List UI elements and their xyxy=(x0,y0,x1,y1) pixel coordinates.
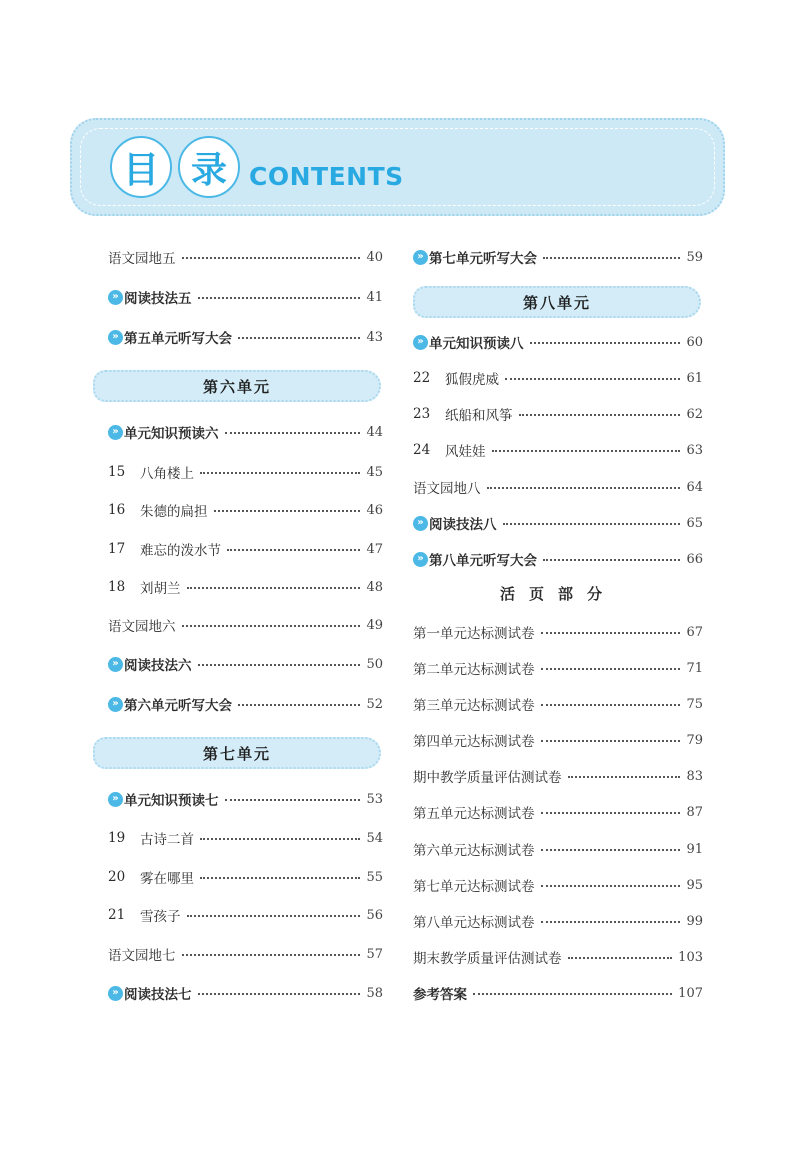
page-number: 50 xyxy=(366,656,383,672)
toc-entry[interactable] xyxy=(108,981,383,1005)
lesson-number: 19 xyxy=(108,830,126,846)
dot-leader xyxy=(225,432,361,434)
dot-leader xyxy=(541,849,681,851)
entry-title: 狐假虎威 xyxy=(445,372,499,388)
page-number: 67 xyxy=(686,624,703,640)
page-number: 99 xyxy=(686,913,703,929)
entry-title: 单元知识预读八 xyxy=(429,336,524,352)
dot-leader xyxy=(541,740,681,742)
toc-entry[interactable] xyxy=(413,728,703,752)
page-number: 83 xyxy=(686,768,703,784)
entry-title: 古诗二首 xyxy=(140,832,194,848)
double-chevron-right-icon: » xyxy=(108,425,123,440)
toc-entry[interactable] xyxy=(108,787,383,811)
page-number: 59 xyxy=(686,249,703,265)
double-chevron-right-icon: » xyxy=(108,657,123,672)
page-number: 64 xyxy=(686,479,703,495)
toc-entry[interactable] xyxy=(108,245,383,269)
lesson-number: 23 xyxy=(413,406,431,422)
dot-leader xyxy=(182,954,361,956)
page-number: 45 xyxy=(366,464,383,480)
entry-title: 第六单元听写大会 xyxy=(124,698,232,714)
entry-title: 第八单元听写大会 xyxy=(429,553,537,569)
toc-entry[interactable] xyxy=(413,909,703,933)
dot-leader xyxy=(530,342,681,344)
lesson-number: 22 xyxy=(413,370,431,386)
dot-leader xyxy=(200,838,360,840)
toc-entry[interactable] xyxy=(413,245,703,269)
dot-leader xyxy=(187,915,361,917)
page-number: 95 xyxy=(686,877,703,893)
entry-title: 单元知识预读六 xyxy=(124,426,219,442)
dot-leader xyxy=(227,549,360,551)
page-number: 55 xyxy=(366,869,383,885)
entry-title: 第二单元达标测试卷 xyxy=(413,662,535,678)
dot-leader xyxy=(503,523,681,525)
dot-leader xyxy=(198,664,361,666)
toc-entry[interactable] xyxy=(108,692,383,716)
lesson-number: 21 xyxy=(108,907,126,923)
page-number: 41 xyxy=(366,289,383,305)
entry-title: 语文园地五 xyxy=(108,251,176,267)
page-number: 57 xyxy=(366,946,383,962)
dot-leader xyxy=(541,885,681,887)
entry-title: 阅读技法八 xyxy=(429,517,497,533)
toc-entry[interactable] xyxy=(108,942,383,966)
page-number: 49 xyxy=(366,617,383,633)
toc-entry[interactable] xyxy=(413,475,703,499)
entry-title: 第六单元达标测试卷 xyxy=(413,843,535,859)
toc-entry[interactable] xyxy=(108,826,383,850)
entry-title: 语文园地六 xyxy=(108,619,176,635)
dot-leader xyxy=(568,957,673,959)
entry-title: 期中教学质量评估测试卷 xyxy=(413,770,562,786)
dot-leader xyxy=(541,921,681,923)
entry-title: 第五单元达标测试卷 xyxy=(413,806,535,822)
dot-leader xyxy=(182,625,361,627)
entry-title: 阅读技法七 xyxy=(124,987,192,1003)
dot-leader xyxy=(505,378,680,380)
entry-title: 第七单元达标测试卷 xyxy=(413,879,535,895)
toc-entry[interactable] xyxy=(413,330,703,354)
unit-heading: 第六单元 xyxy=(93,370,381,402)
dot-leader xyxy=(568,776,681,778)
unit-heading: 第七单元 xyxy=(93,737,381,769)
page-number: 62 xyxy=(686,406,703,422)
toc-entry[interactable] xyxy=(108,613,383,637)
toc-entry[interactable] xyxy=(108,865,383,889)
section-heading: 活页部分 xyxy=(499,585,616,603)
toc-entry[interactable] xyxy=(413,438,703,462)
toc-entry[interactable] xyxy=(413,800,703,824)
toc-entry[interactable] xyxy=(108,325,383,349)
toc-entry[interactable] xyxy=(108,460,383,484)
page-number: 91 xyxy=(686,841,703,857)
toc-entry[interactable] xyxy=(413,692,703,716)
toc-entry[interactable] xyxy=(413,764,703,788)
entry-title: 第七单元听写大会 xyxy=(429,251,537,267)
toc-entry[interactable] xyxy=(413,945,703,969)
toc-entry[interactable] xyxy=(413,511,703,535)
toc-entry[interactable] xyxy=(108,285,383,309)
entry-title: 阅读技法五 xyxy=(124,291,192,307)
toc-entry[interactable] xyxy=(413,656,703,680)
entry-title: 纸船和风筝 xyxy=(445,408,513,424)
dot-leader xyxy=(487,487,681,489)
entry-title: 刘胡兰 xyxy=(140,581,181,597)
double-chevron-right-icon: » xyxy=(413,516,428,531)
page-number: 63 xyxy=(686,442,703,458)
page-number: 44 xyxy=(366,424,383,440)
entry-title: 八角楼上 xyxy=(140,466,194,482)
toc-entry[interactable] xyxy=(108,420,383,444)
page-number: 61 xyxy=(686,370,703,386)
dot-leader xyxy=(200,877,360,879)
entry-title: 第三单元达标测试卷 xyxy=(413,698,535,714)
entry-title: 第八单元达标测试卷 xyxy=(413,915,535,931)
dot-leader xyxy=(187,587,361,589)
entry-title: 第四单元达标测试卷 xyxy=(413,734,535,750)
entry-title: 第五单元听写大会 xyxy=(124,331,232,347)
entry-title: 风娃娃 xyxy=(445,444,486,460)
page-number: 48 xyxy=(366,579,383,595)
entry-title: 语文园地八 xyxy=(413,481,481,497)
page-number: 43 xyxy=(366,329,383,345)
page-number: 71 xyxy=(686,660,703,676)
title-english: CONTENTS xyxy=(249,162,404,191)
double-chevron-right-icon: » xyxy=(108,792,123,807)
title-char-mu: 目 xyxy=(110,136,172,198)
unit-heading: 第八单元 xyxy=(413,286,701,318)
dot-leader xyxy=(214,510,361,512)
toc-entry[interactable] xyxy=(108,903,383,927)
lesson-number: 17 xyxy=(108,541,126,557)
entry-title: 参考答案 xyxy=(413,987,467,1003)
toc-entry[interactable] xyxy=(108,537,383,561)
lesson-number: 18 xyxy=(108,579,126,595)
entry-title: 单元知识预读七 xyxy=(124,793,219,809)
dot-leader xyxy=(519,414,681,416)
page-number: 54 xyxy=(366,830,383,846)
double-chevron-right-icon: » xyxy=(108,290,123,305)
page-number: 53 xyxy=(366,791,383,807)
page-number: 60 xyxy=(686,334,703,350)
dot-leader xyxy=(541,812,681,814)
lesson-number: 16 xyxy=(108,502,126,518)
dot-leader xyxy=(225,799,361,801)
toc-entry[interactable] xyxy=(413,620,703,644)
dot-leader xyxy=(492,450,681,452)
double-chevron-right-icon: » xyxy=(413,335,428,350)
entry-title: 朱德的扁担 xyxy=(140,504,208,520)
double-chevron-right-icon: » xyxy=(413,250,428,265)
page-number: 103 xyxy=(678,949,703,965)
double-chevron-right-icon: » xyxy=(108,697,123,712)
toc-entry[interactable] xyxy=(413,547,703,571)
entry-title: 难忘的泼水节 xyxy=(140,543,221,559)
title-char-lu: 录 xyxy=(178,136,240,198)
double-chevron-right-icon: » xyxy=(413,552,428,567)
double-chevron-right-icon: » xyxy=(108,986,123,1001)
page-number: 46 xyxy=(366,502,383,518)
lesson-number: 15 xyxy=(108,464,126,480)
page-number: 66 xyxy=(686,551,703,567)
page-number: 65 xyxy=(686,515,703,531)
dot-leader xyxy=(541,632,681,634)
dot-leader xyxy=(238,704,360,706)
entry-title: 期末教学质量评估测试卷 xyxy=(413,951,562,967)
entry-title: 雪孩子 xyxy=(140,909,181,925)
page-number: 56 xyxy=(366,907,383,923)
toc-entry[interactable] xyxy=(108,498,383,522)
lesson-number: 20 xyxy=(108,869,126,885)
toc-entry[interactable] xyxy=(413,837,703,861)
page-number: 47 xyxy=(366,541,383,557)
toc-entry[interactable] xyxy=(108,652,383,676)
dot-leader xyxy=(198,297,361,299)
dot-leader xyxy=(198,993,361,995)
entry-title: 第一单元达标测试卷 xyxy=(413,626,535,642)
toc-entry[interactable] xyxy=(413,366,703,390)
toc-entry[interactable] xyxy=(413,402,703,426)
entry-title: 阅读技法六 xyxy=(124,658,192,674)
dot-leader xyxy=(182,257,361,259)
dot-leader xyxy=(543,257,680,259)
dot-leader xyxy=(541,668,681,670)
lesson-number: 24 xyxy=(413,442,431,458)
page-number: 52 xyxy=(366,696,383,712)
page-number: 107 xyxy=(678,985,703,1001)
dot-leader xyxy=(238,337,360,339)
contents-banner xyxy=(70,118,725,216)
page-number: 40 xyxy=(366,249,383,265)
entry-title: 雾在哪里 xyxy=(140,871,194,887)
page-number: 75 xyxy=(686,696,703,712)
dot-leader xyxy=(541,704,681,706)
entry-title: 语文园地七 xyxy=(108,948,176,964)
toc-entry[interactable] xyxy=(413,873,703,897)
page-number: 79 xyxy=(686,732,703,748)
dot-leader xyxy=(473,993,672,995)
double-chevron-right-icon: » xyxy=(108,330,123,345)
dot-leader xyxy=(543,559,680,561)
page-number: 87 xyxy=(686,804,703,820)
page-number: 58 xyxy=(366,985,383,1001)
dot-leader xyxy=(200,472,360,474)
toc-entry[interactable] xyxy=(413,981,703,1005)
toc-entry[interactable] xyxy=(108,575,383,599)
